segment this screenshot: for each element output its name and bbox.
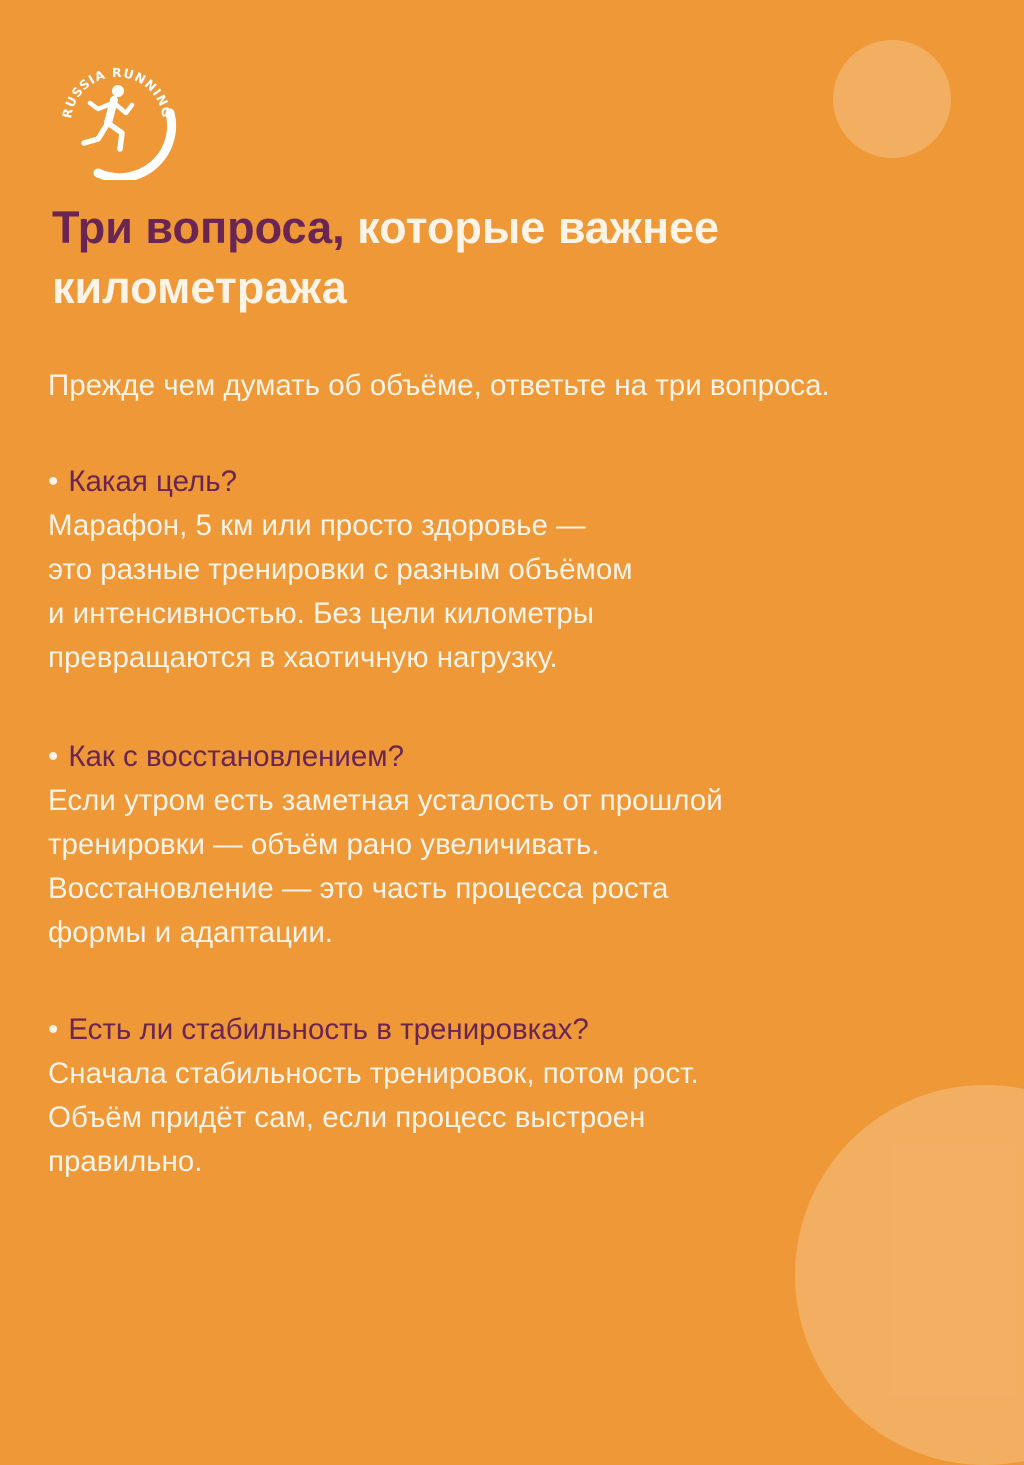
answer-line: Если утром есть заметная усталость от прошлой (48, 784, 723, 817)
answer-line: Восстановление — это часть процесса роста (48, 872, 669, 905)
question-section (48, 1008, 978, 1184)
answer-line: и интенсивностью. Без цели километры (48, 597, 594, 630)
bullet: • (48, 1013, 59, 1046)
page-title (52, 198, 972, 318)
answer-line: формы и адаптации. (48, 916, 334, 949)
question-text: Какая цель? (68, 465, 238, 498)
runner-icon (50, 45, 185, 180)
question-heading (48, 735, 978, 779)
question-text: Есть ли стабильность в тренировках? (68, 1013, 589, 1046)
answer-line: Сначала стабильность тренировок, потом рост. (48, 1057, 699, 1090)
title-accent: Три вопроса, (52, 202, 345, 253)
intro-text: Прежде чем думать об объёме, ответьте на три вопроса. (48, 369, 830, 402)
answer-line: Марафон, 5 км или просто здоровье — (48, 509, 586, 542)
answer-line: Объём придёт сам, если процесс выстроен (48, 1101, 646, 1134)
logo-wordmark: RUSSIA RUNNING (59, 64, 175, 120)
answer-line: это разные тренировки с разным объёмом (48, 553, 633, 586)
bullet: • (48, 465, 59, 498)
answer-text (48, 504, 978, 680)
question-section (48, 735, 978, 955)
answer-line: превращаются в хаотичную нагрузку. (48, 641, 558, 674)
question-heading (48, 460, 978, 504)
answer-text (48, 779, 978, 955)
decorative-circle-top (833, 40, 951, 158)
answer-line: тренировки — объём рано увеличивать. (48, 828, 600, 861)
title-line2: километража (52, 262, 347, 313)
question-heading (48, 1008, 978, 1052)
bullet: • (48, 740, 59, 773)
answer-line: правильно. (48, 1145, 203, 1178)
question-section (48, 460, 978, 680)
answer-text (48, 1052, 978, 1184)
russia-running-logo (50, 45, 185, 180)
title-rest: которые важнее (344, 202, 720, 253)
question-text: Как с восстановлением? (68, 740, 404, 773)
